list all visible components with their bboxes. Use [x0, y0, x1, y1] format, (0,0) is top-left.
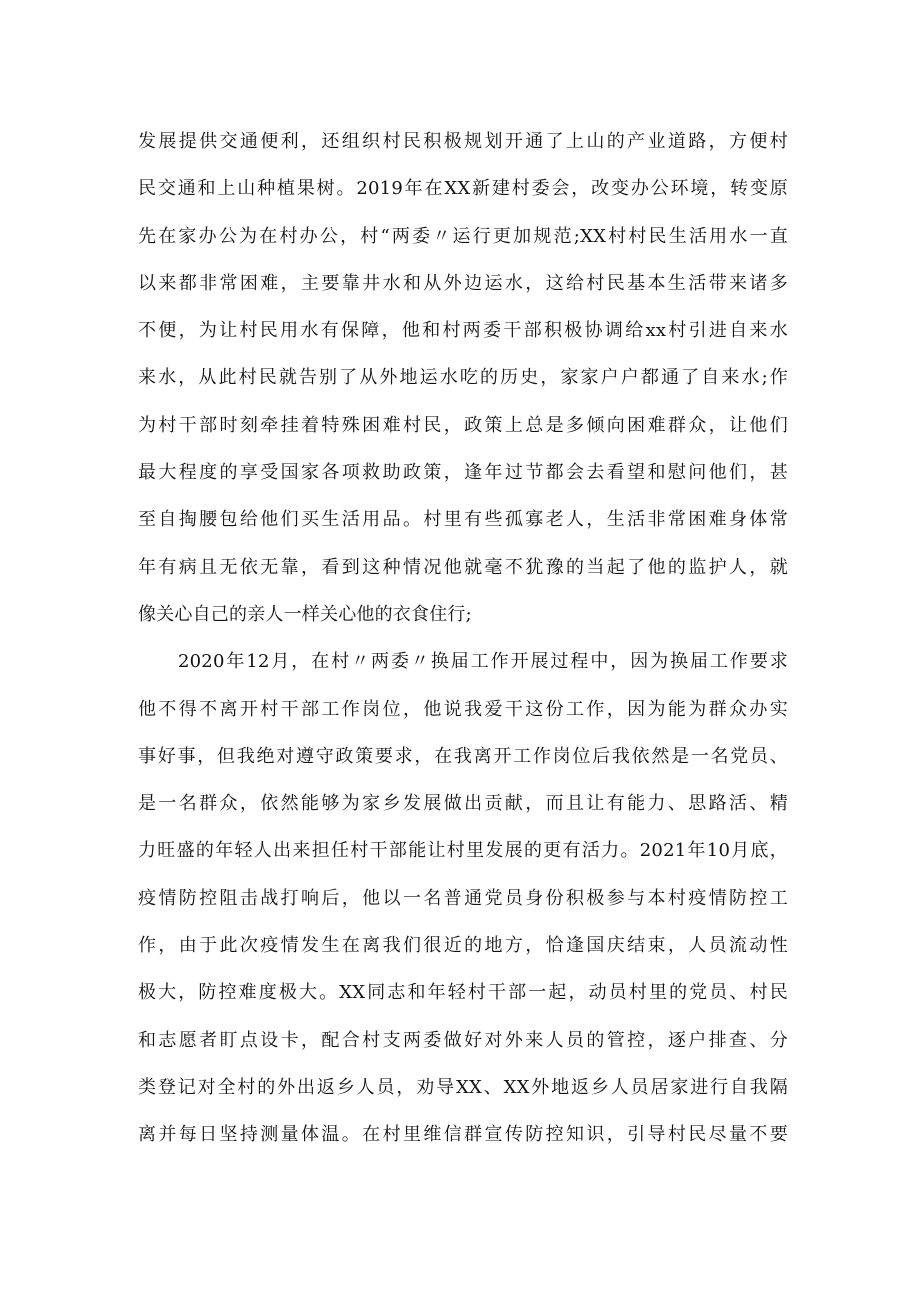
text-line: 事好事，但我绝对遵守政策要求，在我离开工作岗位后我依然是一名党员、 — [138, 745, 788, 767]
text-line: 为村干部时刻牵挂着特殊困难村民，政策上总是多倾向困难群众，让他们 — [138, 414, 788, 436]
text-line: 发展提供交通便利，还组织村民积极规划开通了上山的产业道路，方便村 — [138, 131, 788, 152]
body-text — [138, 118, 788, 1159]
text-line: 力旺盛的年轻人出来担任村干部能让村里发展的更有活力。2021年10月底， — [138, 840, 788, 862]
text-line: 民交通和上山种植果树。2019年在XX新建村委会，改变办公环境，转变原 — [138, 178, 788, 200]
text-line: 最大程度的享受国家各项救助政策，逢年过节都会去看望和慰问他们，甚 — [138, 462, 788, 484]
paragraph-end-line: 像关心自己的亲人一样关心他的衣食住行; — [138, 603, 472, 625]
text-line: 不便，为让村民用水有保障，他和村两委干部积极协调给xx村引进自来水 — [138, 320, 788, 342]
text-line: 和志愿者盯点设卡，配合村支两委做好对外来人员的管控，逐户排查、分 — [138, 1029, 788, 1051]
text-line: 是一名群众，依然能够为家乡发展做出贡献，而且让有能力、思路活、精 — [138, 793, 788, 815]
text-line: 他不得不离开村干部工作岗位，他说我爱干这份工作，因为能为群众办实 — [138, 698, 788, 720]
text-line: 年有病且无依无靠，看到这种情况他就毫不犹豫的当起了他的监护人，就 — [138, 556, 788, 578]
text-line: 以来都非常困难，主要靠井水和从外边运水，这给村民基本生活带来诸多 — [138, 272, 788, 294]
text-line: 来水，从此村民就告别了从外地运水吃的历史，家家户户都通了自来水;作 — [138, 367, 788, 389]
text-line: 类登记对全村的外出返乡人员，劝导XX、XX外地返乡人员居家进行自我隔 — [138, 1076, 788, 1098]
text-line: 离并每日坚持测量体温。在村里维信群宣传防控知识，引导村民尽量不要 — [138, 1124, 788, 1146]
text-line: 极大，防控难度极大。XX同志和年轻村干部一起，动员村里的党员、村民 — [138, 982, 788, 1004]
text-line: 疫情防控阻击战打响后，他以一名普通党员身份积极参与本村疫情防控工 — [138, 887, 788, 909]
text-line: 先在家办公为在村办公，村“两委〃运行更加规范;XX村村民生活用水一直 — [138, 225, 788, 247]
paragraph-start-line: 2020年12月，在村〃两委〃换届工作开展过程中，因为换届工作要求 — [178, 651, 788, 673]
text-line: 作，由于此次疫情发生在离我们很近的地方，恰逢国庆结束，人员流动性 — [138, 935, 788, 957]
text-line: 至自掏腰包给他们买生活用品。村里有些孤寡老人，生活非常困难身体常 — [138, 509, 788, 531]
